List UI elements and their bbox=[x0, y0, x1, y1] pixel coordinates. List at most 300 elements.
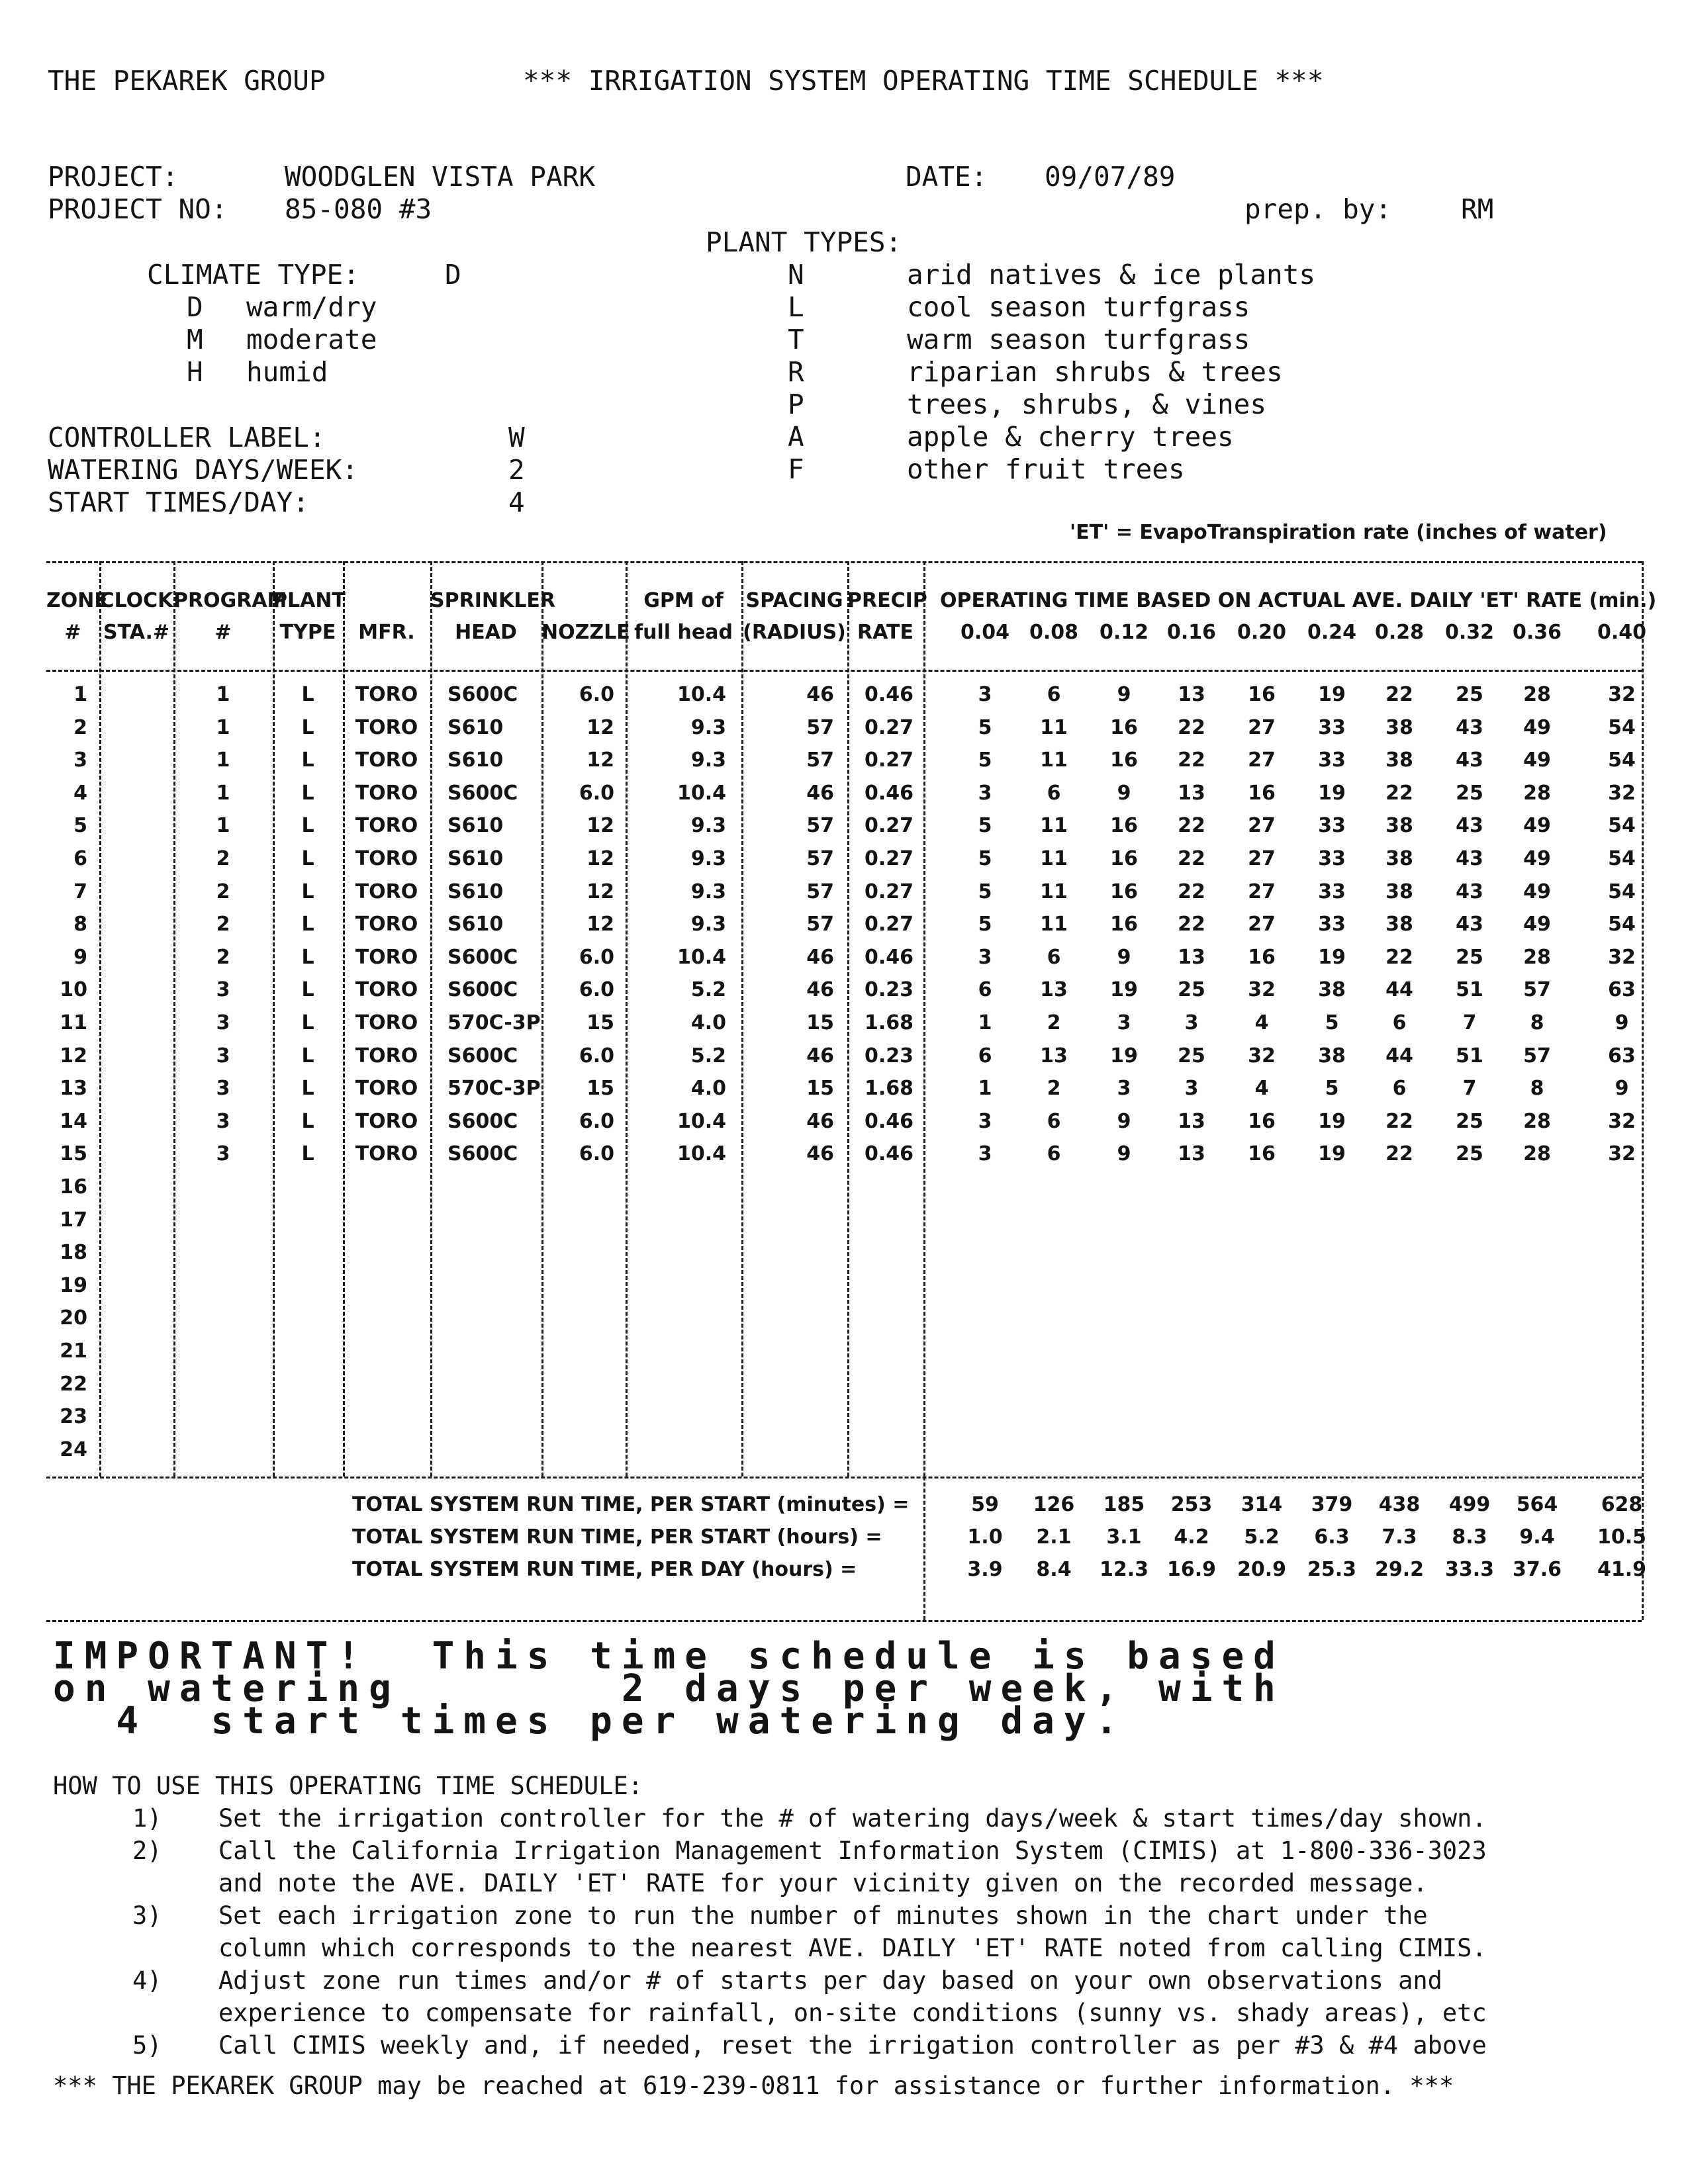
operating-minutes: 32 bbox=[1608, 683, 1636, 706]
gpm-full-head: 9.3 bbox=[690, 913, 726, 936]
precip-rate: 0.27 bbox=[864, 749, 914, 772]
operating-minutes: 28 bbox=[1523, 1142, 1551, 1166]
manufacturer: TORO bbox=[355, 945, 418, 969]
plant-type-desc: warm season turfgrass bbox=[907, 324, 1250, 355]
plant-type: L bbox=[301, 715, 314, 739]
total-value: 7.3 bbox=[1382, 1525, 1417, 1549]
spacing-radius: 57 bbox=[806, 814, 834, 838]
program-number: 2 bbox=[216, 913, 230, 936]
total-label: TOTAL SYSTEM RUN TIME, PER START (hours) = bbox=[352, 1525, 882, 1549]
table-body-rule bbox=[46, 1477, 1642, 1479]
operating-minutes: 19 bbox=[1110, 978, 1138, 1002]
operating-minutes: 27 bbox=[1248, 913, 1276, 936]
important-line-1: IMPORTANT! This time schedule is based bbox=[53, 1635, 1285, 1678]
spacing-radius: 46 bbox=[806, 683, 834, 706]
project-name: WOODGLEN VISTA PARK bbox=[285, 161, 595, 193]
total-value: 564 bbox=[1516, 1493, 1558, 1517]
operating-minutes: 6 bbox=[1392, 1011, 1407, 1034]
total-value: 3.1 bbox=[1106, 1525, 1142, 1549]
totals-divider bbox=[923, 1477, 925, 1620]
operating-minutes: 6 bbox=[978, 1044, 992, 1068]
precip-rate: 0.27 bbox=[864, 880, 914, 903]
gpm-full-head: 10.4 bbox=[677, 945, 726, 969]
operating-minutes: 27 bbox=[1248, 847, 1276, 870]
nozzle: 12 bbox=[586, 847, 614, 870]
operating-minutes: 22 bbox=[1178, 880, 1205, 903]
operating-minutes: 16 bbox=[1110, 847, 1138, 870]
spacing-radius: 57 bbox=[806, 749, 834, 772]
plant-type: L bbox=[301, 1044, 314, 1068]
document-title: *** IRRIGATION SYSTEM OPERATING TIME SCHEDULE *** bbox=[523, 65, 1324, 97]
operating-minutes: 43 bbox=[1456, 749, 1483, 772]
spacing-radius: 57 bbox=[806, 715, 834, 739]
operating-minutes: 51 bbox=[1456, 978, 1483, 1002]
header-et-rate: 0.16 bbox=[1166, 621, 1217, 644]
operating-minutes: 11 bbox=[1040, 814, 1068, 838]
spacing-radius: 46 bbox=[806, 945, 834, 969]
prep-by-label: prep. by: bbox=[1244, 193, 1392, 225]
zone-number: 3 bbox=[73, 749, 87, 772]
header-gpm: GPM of bbox=[643, 589, 724, 612]
operating-minutes: 11 bbox=[1040, 749, 1068, 772]
nozzle: 6.0 bbox=[579, 1109, 614, 1133]
zone-number: 22 bbox=[60, 1372, 87, 1396]
program-number: 1 bbox=[216, 781, 230, 805]
howto-step-number: 2) bbox=[132, 1837, 162, 1865]
operating-minutes: 9 bbox=[1117, 1142, 1131, 1166]
plant-type: L bbox=[301, 945, 314, 969]
climate-option-code: D bbox=[187, 291, 203, 323]
manufacturer: TORO bbox=[355, 913, 418, 936]
total-value: 8.4 bbox=[1036, 1558, 1072, 1582]
manufacturer: TORO bbox=[355, 814, 418, 838]
zone-number: 6 bbox=[73, 847, 87, 870]
operating-minutes: 8 bbox=[1530, 1011, 1544, 1034]
precip-rate: 0.23 bbox=[864, 978, 914, 1002]
operating-minutes: 49 bbox=[1523, 814, 1551, 838]
total-value: 59 bbox=[971, 1493, 999, 1517]
program-number: 3 bbox=[216, 1011, 230, 1034]
operating-minutes: 22 bbox=[1385, 1109, 1413, 1133]
sprinkler-head: S610 bbox=[447, 847, 504, 870]
column-divider bbox=[99, 561, 101, 1477]
operating-minutes: 16 bbox=[1248, 945, 1276, 969]
total-value: 8.3 bbox=[1452, 1525, 1487, 1549]
zone-number: 14 bbox=[60, 1109, 87, 1133]
sprinkler-head: S600C bbox=[447, 683, 518, 706]
controller-label-value: W bbox=[508, 422, 525, 453]
program-number: 1 bbox=[216, 683, 230, 706]
operating-minutes: 32 bbox=[1608, 1109, 1636, 1133]
total-value: 20.9 bbox=[1237, 1558, 1287, 1582]
operating-minutes: 1 bbox=[978, 1077, 992, 1101]
operating-minutes: 5 bbox=[978, 749, 992, 772]
operating-minutes: 13 bbox=[1178, 683, 1205, 706]
program-number: 1 bbox=[216, 814, 230, 838]
operating-minutes: 43 bbox=[1456, 880, 1483, 903]
plant-type: L bbox=[301, 880, 314, 903]
operating-minutes: 38 bbox=[1385, 715, 1413, 739]
operating-minutes: 22 bbox=[1178, 814, 1205, 838]
howto-step-text: Call CIMIS weekly and, if needed, reset the irrigation controller as per #3 & #4 above bbox=[218, 2031, 1487, 2060]
operating-minutes: 5 bbox=[978, 880, 992, 903]
operating-minutes: 22 bbox=[1178, 847, 1205, 870]
start-times-label: START TIMES/DAY: bbox=[48, 486, 309, 518]
header-et-rate: 0.04 bbox=[960, 621, 1010, 644]
operating-minutes: 19 bbox=[1318, 1109, 1346, 1133]
operating-minutes: 7 bbox=[1462, 1011, 1477, 1034]
et-definition-note: 'ET' = EvapoTranspiration rate (inches of water) bbox=[1070, 521, 1607, 544]
operating-minutes: 16 bbox=[1248, 1109, 1276, 1133]
operating-minutes: 54 bbox=[1608, 814, 1636, 838]
total-value: 41.9 bbox=[1597, 1558, 1647, 1582]
operating-minutes: 4 bbox=[1254, 1011, 1269, 1034]
plant-type: L bbox=[301, 749, 314, 772]
program-number: 1 bbox=[216, 715, 230, 739]
zone-number: 13 bbox=[60, 1077, 87, 1101]
gpm-full-head: 9.3 bbox=[690, 880, 726, 903]
header-et-rate: 0.20 bbox=[1237, 621, 1287, 644]
header-et-rate: 0.40 bbox=[1597, 621, 1647, 644]
nozzle: 12 bbox=[586, 814, 614, 838]
spacing-radius: 15 bbox=[806, 1077, 834, 1101]
zone-number: 2 bbox=[73, 715, 87, 739]
total-value: 126 bbox=[1033, 1493, 1075, 1517]
operating-minutes: 3 bbox=[978, 781, 992, 805]
operating-minutes: 32 bbox=[1608, 781, 1636, 805]
manufacturer: TORO bbox=[355, 1142, 418, 1166]
sprinkler-head: S600C bbox=[447, 781, 518, 805]
total-value: 379 bbox=[1311, 1493, 1353, 1517]
watering-days-value: 2 bbox=[508, 454, 525, 486]
operating-minutes: 51 bbox=[1456, 1044, 1483, 1068]
operating-minutes: 22 bbox=[1385, 945, 1413, 969]
sprinkler-head: S610 bbox=[447, 749, 504, 772]
howto-title: HOW TO USE THIS OPERATING TIME SCHEDULE: bbox=[53, 1772, 643, 1800]
operating-minutes: 49 bbox=[1523, 715, 1551, 739]
operating-minutes: 5 bbox=[978, 847, 992, 870]
manufacturer: TORO bbox=[355, 880, 418, 903]
operating-minutes: 6 bbox=[1047, 1142, 1061, 1166]
climate-option-desc: moderate bbox=[246, 324, 377, 355]
program-number: 3 bbox=[216, 1044, 230, 1068]
operating-minutes: 5 bbox=[978, 913, 992, 936]
operating-minutes: 27 bbox=[1248, 880, 1276, 903]
sprinkler-head: S610 bbox=[447, 913, 504, 936]
operating-minutes: 9 bbox=[1117, 945, 1131, 969]
nozzle: 15 bbox=[586, 1011, 614, 1034]
howto-step-text: Adjust zone run times and/or # of starts per day based on your own observations and bbox=[218, 1966, 1442, 1995]
header-clock: CLOCK bbox=[99, 589, 173, 612]
project-no-value: 85-080 #3 bbox=[285, 193, 432, 225]
precip-rate: 0.27 bbox=[864, 715, 914, 739]
header-spacing: (RADIUS) bbox=[743, 621, 846, 644]
plant-type: L bbox=[301, 1011, 314, 1034]
operating-minutes: 3 bbox=[1184, 1011, 1199, 1034]
operating-minutes: 44 bbox=[1385, 1044, 1413, 1068]
operating-minutes: 13 bbox=[1178, 1109, 1205, 1133]
manufacturer: TORO bbox=[355, 683, 418, 706]
operating-minutes: 63 bbox=[1608, 1044, 1636, 1068]
operating-minutes: 11 bbox=[1040, 847, 1068, 870]
spacing-radius: 15 bbox=[806, 1011, 834, 1034]
zone-number: 18 bbox=[60, 1241, 87, 1265]
operating-minutes: 38 bbox=[1385, 814, 1413, 838]
header-zone: # bbox=[64, 621, 81, 644]
operating-minutes: 6 bbox=[1047, 945, 1061, 969]
operating-minutes: 38 bbox=[1385, 880, 1413, 903]
plant-type-desc: apple & cherry trees bbox=[907, 421, 1234, 453]
operating-minutes: 3 bbox=[1117, 1011, 1131, 1034]
manufacturer: TORO bbox=[355, 978, 418, 1002]
total-value: 3.9 bbox=[967, 1558, 1003, 1582]
header-et-rate: 0.36 bbox=[1512, 621, 1562, 644]
operating-minutes: 63 bbox=[1608, 978, 1636, 1002]
nozzle: 6.0 bbox=[579, 683, 614, 706]
operating-minutes: 43 bbox=[1456, 847, 1483, 870]
operating-minutes: 27 bbox=[1248, 749, 1276, 772]
operating-minutes: 38 bbox=[1385, 913, 1413, 936]
operating-minutes: 6 bbox=[1047, 683, 1061, 706]
nozzle: 6.0 bbox=[579, 781, 614, 805]
header-precip: RATE bbox=[857, 621, 914, 644]
start-times-value: 4 bbox=[508, 486, 525, 518]
program-number: 3 bbox=[216, 1077, 230, 1101]
spacing-radius: 57 bbox=[806, 913, 834, 936]
controller-label-label: CONTROLLER LABEL: bbox=[48, 422, 326, 453]
precip-rate: 0.46 bbox=[864, 1142, 914, 1166]
plant-type-desc: trees, shrubs, & vines bbox=[907, 388, 1267, 420]
plant-type-code: A bbox=[788, 421, 804, 453]
manufacturer: TORO bbox=[355, 715, 418, 739]
important-line-3: 4 start times per watering day. bbox=[53, 1700, 1127, 1743]
operating-minutes: 25 bbox=[1456, 1109, 1483, 1133]
program-number: 3 bbox=[216, 1142, 230, 1166]
zone-number: 16 bbox=[60, 1175, 87, 1199]
operating-minutes: 28 bbox=[1523, 1109, 1551, 1133]
sprinkler-head: 570C-3P bbox=[447, 1011, 541, 1034]
operating-minutes: 38 bbox=[1318, 978, 1346, 1002]
header-program: PROGRAM bbox=[173, 589, 287, 612]
operating-minutes: 38 bbox=[1318, 1044, 1346, 1068]
plant-type-code: L bbox=[788, 291, 804, 323]
operating-minutes: 13 bbox=[1040, 978, 1068, 1002]
howto-step-number: 5) bbox=[132, 2031, 162, 2060]
spacing-radius: 46 bbox=[806, 1044, 834, 1068]
program-number: 1 bbox=[216, 749, 230, 772]
plant-type: L bbox=[301, 978, 314, 1002]
operating-minutes: 22 bbox=[1385, 781, 1413, 805]
operating-minutes: 25 bbox=[1178, 1044, 1205, 1068]
gpm-full-head: 10.4 bbox=[677, 781, 726, 805]
gpm-full-head: 9.3 bbox=[690, 847, 726, 870]
sprinkler-head: S600C bbox=[447, 1109, 518, 1133]
total-value: 2.1 bbox=[1036, 1525, 1072, 1549]
plant-type-desc: cool season turfgrass bbox=[907, 291, 1250, 323]
operating-minutes: 11 bbox=[1040, 715, 1068, 739]
operating-minutes: 2 bbox=[1047, 1077, 1061, 1101]
operating-minutes: 49 bbox=[1523, 880, 1551, 903]
climate-option-code: M bbox=[187, 324, 203, 355]
header-plant: PLANT bbox=[273, 589, 346, 612]
sprinkler-head: S610 bbox=[447, 814, 504, 838]
operating-minutes: 25 bbox=[1456, 683, 1483, 706]
precip-rate: 0.27 bbox=[864, 913, 914, 936]
project-label: PROJECT: bbox=[48, 161, 179, 193]
header-precip: PRECIP bbox=[847, 589, 927, 612]
zone-number: 19 bbox=[60, 1273, 87, 1297]
sprinkler-head: S610 bbox=[447, 880, 504, 903]
plant-type: L bbox=[301, 814, 314, 838]
climate-type-label: CLIMATE TYPE: bbox=[147, 259, 359, 291]
sprinkler-head: 570C-3P bbox=[447, 1077, 541, 1101]
operating-minutes: 3 bbox=[978, 1109, 992, 1133]
table-bottom-rule bbox=[46, 1620, 1642, 1622]
total-value: 29.2 bbox=[1374, 1558, 1425, 1582]
column-divider bbox=[430, 561, 432, 1477]
total-value: 253 bbox=[1170, 1493, 1213, 1517]
date-label: DATE: bbox=[906, 161, 988, 193]
nozzle: 6.0 bbox=[579, 945, 614, 969]
operating-minutes: 1 bbox=[978, 1011, 992, 1034]
operating-minutes: 25 bbox=[1456, 945, 1483, 969]
operating-minutes: 11 bbox=[1040, 880, 1068, 903]
precip-rate: 0.46 bbox=[864, 781, 914, 805]
operating-minutes: 33 bbox=[1318, 749, 1346, 772]
howto-step-number: 3) bbox=[132, 1901, 162, 1930]
operating-minutes: 13 bbox=[1178, 1142, 1205, 1166]
operating-minutes: 33 bbox=[1318, 880, 1346, 903]
program-number: 3 bbox=[216, 978, 230, 1002]
operating-minutes: 16 bbox=[1248, 781, 1276, 805]
precip-rate: 0.46 bbox=[864, 945, 914, 969]
total-value: 37.6 bbox=[1512, 1558, 1562, 1582]
zone-number: 15 bbox=[60, 1142, 87, 1166]
total-value: 185 bbox=[1103, 1493, 1145, 1517]
header-spacing: SPACING bbox=[745, 589, 843, 612]
operating-minutes: 22 bbox=[1178, 715, 1205, 739]
zone-number: 7 bbox=[73, 880, 87, 903]
operating-minutes: 22 bbox=[1385, 683, 1413, 706]
zone-number: 21 bbox=[60, 1340, 87, 1363]
operating-minutes: 43 bbox=[1456, 715, 1483, 739]
howto-step-text: column which corresponds to the nearest AVE. DAILY 'ET' RATE noted from calling CIMIS. bbox=[218, 1934, 1487, 1962]
header-et-rate: 0.08 bbox=[1029, 621, 1079, 644]
plant-type-desc: riparian shrubs & trees bbox=[907, 356, 1283, 388]
operating-minutes: 57 bbox=[1523, 1044, 1551, 1068]
operating-minutes: 3 bbox=[1117, 1077, 1131, 1101]
precip-rate: 0.46 bbox=[864, 683, 914, 706]
column-divider bbox=[923, 561, 925, 1477]
operating-minutes: 28 bbox=[1523, 945, 1551, 969]
zone-number: 4 bbox=[73, 781, 87, 805]
header-gpm: full head bbox=[634, 621, 733, 644]
header-mfr: MFR. bbox=[358, 621, 415, 644]
total-value: 25.3 bbox=[1307, 1558, 1357, 1582]
zone-number: 11 bbox=[60, 1011, 87, 1034]
operating-minutes: 22 bbox=[1385, 1142, 1413, 1166]
header-sprinkler: SPRINKLER bbox=[430, 589, 555, 612]
operating-minutes: 19 bbox=[1318, 945, 1346, 969]
sprinkler-head: S610 bbox=[447, 715, 504, 739]
watering-days-label: WATERING DAYS/WEEK: bbox=[48, 454, 358, 486]
operating-minutes: 54 bbox=[1608, 913, 1636, 936]
header-clock: STA.# bbox=[103, 621, 170, 644]
manufacturer: TORO bbox=[355, 847, 418, 870]
manufacturer: TORO bbox=[355, 1109, 418, 1133]
plant-type-desc: other fruit trees bbox=[907, 453, 1185, 485]
operating-minutes: 38 bbox=[1385, 749, 1413, 772]
spacing-radius: 46 bbox=[806, 1109, 834, 1133]
operating-minutes: 22 bbox=[1178, 913, 1205, 936]
operating-minutes: 5 bbox=[978, 814, 992, 838]
sprinkler-head: S600C bbox=[447, 1044, 518, 1068]
total-value: 10.5 bbox=[1597, 1525, 1647, 1549]
climate-option-desc: warm/dry bbox=[246, 291, 377, 323]
operating-minutes: 43 bbox=[1456, 913, 1483, 936]
operating-minutes: 19 bbox=[1318, 1142, 1346, 1166]
plant-type-code: F bbox=[788, 453, 804, 485]
manufacturer: TORO bbox=[355, 1011, 418, 1034]
project-no-label: PROJECT NO: bbox=[48, 193, 228, 225]
nozzle: 6.0 bbox=[579, 1044, 614, 1068]
operating-minutes: 16 bbox=[1110, 814, 1138, 838]
prep-by-value: RM bbox=[1461, 193, 1494, 225]
climate-type-value: D bbox=[445, 259, 461, 291]
operating-minutes: 32 bbox=[1248, 978, 1276, 1002]
zone-number: 23 bbox=[60, 1405, 87, 1429]
operating-minutes: 33 bbox=[1318, 913, 1346, 936]
program-number: 2 bbox=[216, 847, 230, 870]
total-value: 314 bbox=[1241, 1493, 1283, 1517]
operating-minutes: 33 bbox=[1318, 715, 1346, 739]
howto-step-number: 1) bbox=[132, 1804, 162, 1833]
total-value: 6.3 bbox=[1314, 1525, 1350, 1549]
operating-minutes: 2 bbox=[1047, 1011, 1061, 1034]
howto-step-text: Call the California Irrigation Management Information System (CIMIS) at 1-800-336-3023 bbox=[218, 1837, 1487, 1865]
operating-minutes: 7 bbox=[1462, 1077, 1477, 1101]
operating-minutes: 33 bbox=[1318, 814, 1346, 838]
operating-minutes: 16 bbox=[1110, 913, 1138, 936]
operating-minutes: 5 bbox=[1325, 1077, 1339, 1101]
operating-minutes: 9 bbox=[1117, 781, 1131, 805]
gpm-full-head: 4.0 bbox=[690, 1077, 726, 1101]
operating-minutes: 16 bbox=[1110, 880, 1138, 903]
header-nozzle: NOZZLE bbox=[541, 621, 630, 644]
plant-type: L bbox=[301, 847, 314, 870]
gpm-full-head: 5.2 bbox=[690, 978, 726, 1002]
operating-minutes: 16 bbox=[1248, 1142, 1276, 1166]
operating-minutes: 3 bbox=[978, 945, 992, 969]
operating-minutes: 4 bbox=[1254, 1077, 1269, 1101]
operating-minutes: 54 bbox=[1608, 715, 1636, 739]
gpm-full-head: 9.3 bbox=[690, 715, 726, 739]
manufacturer: TORO bbox=[355, 1077, 418, 1101]
zone-number: 12 bbox=[60, 1044, 87, 1068]
sprinkler-head: S600C bbox=[447, 945, 518, 969]
operating-minutes: 6 bbox=[1047, 781, 1061, 805]
manufacturer: TORO bbox=[355, 781, 418, 805]
nozzle: 12 bbox=[586, 913, 614, 936]
operating-minutes: 33 bbox=[1318, 847, 1346, 870]
operating-minutes: 13 bbox=[1178, 781, 1205, 805]
operating-minutes: 38 bbox=[1385, 847, 1413, 870]
plant-type-code: N bbox=[788, 259, 804, 291]
header-operating-time: OPERATING TIME BASED ON ACTUAL AVE. DAILY 'ET' RATE (min.) bbox=[940, 589, 1657, 612]
plant-type: L bbox=[301, 781, 314, 805]
zone-number: 5 bbox=[73, 814, 87, 838]
operating-minutes: 16 bbox=[1248, 683, 1276, 706]
